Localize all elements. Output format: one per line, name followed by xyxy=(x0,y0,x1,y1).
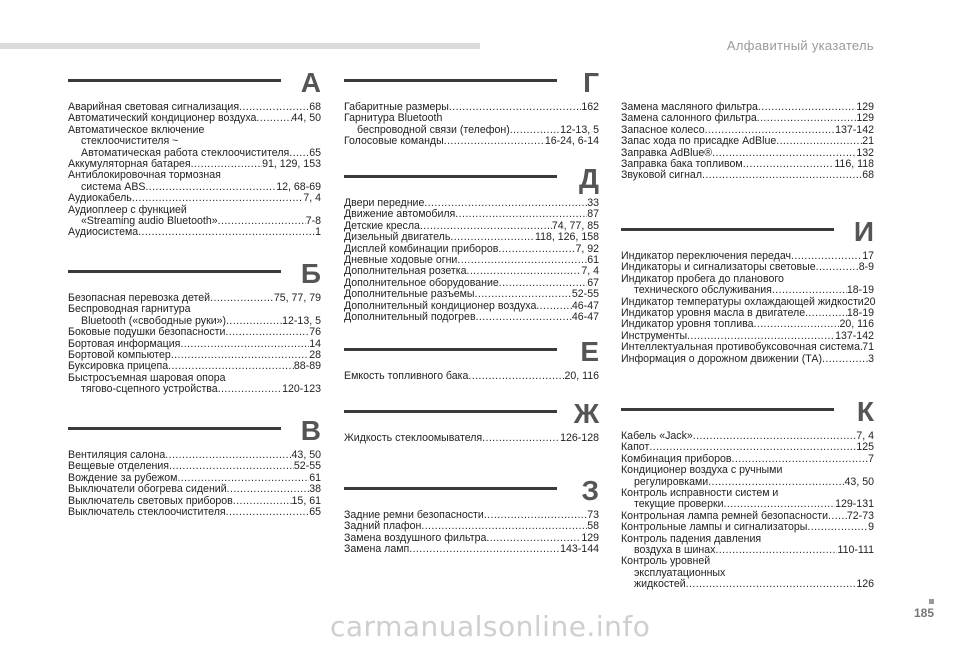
entry-label: Замена масляного фильтра xyxy=(621,101,758,113)
entry-pages[interactable]: 162 xyxy=(581,101,599,113)
entry-label: Капот xyxy=(621,441,650,454)
entry-label: технического обслуживания xyxy=(634,284,772,297)
entry-pages[interactable]: 72-73 xyxy=(846,509,874,522)
dot-leader xyxy=(180,339,309,350)
entry-pages[interactable]: 129 xyxy=(856,101,874,113)
dot-leader xyxy=(743,159,835,170)
entry-label: Автоматическое включение xyxy=(68,123,205,136)
entry-pages[interactable]: 68 xyxy=(862,169,874,182)
entry-label: Выключатель световых приборов xyxy=(68,494,233,507)
entry-label: текущие проверки xyxy=(634,498,724,511)
entry-pages[interactable]: 21 xyxy=(862,135,874,148)
dot-leader xyxy=(457,255,587,266)
index-entry[interactable] xyxy=(621,465,874,476)
entry-pages[interactable]: 76 xyxy=(309,326,321,339)
entry-label: Дневные ходовые огни xyxy=(344,254,458,267)
entry-pages[interactable]: 120-123 xyxy=(282,383,321,396)
entry-label: жидкостей xyxy=(634,578,686,591)
section-rule xyxy=(344,175,557,178)
entry-label: Кабель «Jack» xyxy=(621,430,693,442)
section-letter: Г xyxy=(583,67,599,98)
section-header xyxy=(344,475,599,510)
watermark: carmanualsonline.info xyxy=(330,610,651,643)
entry-label: Выключатель стеклоочистителя xyxy=(68,506,226,519)
entry-pages[interactable]: 65 xyxy=(309,506,321,519)
dot-leader xyxy=(169,461,294,472)
entry-label: Индикаторы и сигнализаторы световые xyxy=(621,261,816,274)
index-entry[interactable] xyxy=(621,354,874,365)
section-rule xyxy=(621,408,834,411)
entry-label: Дизельный двигатель xyxy=(344,231,451,244)
entry-pages[interactable]: 16-24, 6-14 xyxy=(544,135,599,148)
entry-pages[interactable]: 52-55 xyxy=(571,288,599,301)
entry-label: Заправка бака топливом xyxy=(621,158,743,171)
entry-pages[interactable]: 129 xyxy=(856,112,874,125)
entry-pages[interactable]: 126-128 xyxy=(560,432,599,444)
entry-label: Дополнительный подогрев xyxy=(344,311,476,324)
section-letter: Д xyxy=(579,163,599,194)
entry-pages[interactable]: 129 xyxy=(581,531,599,544)
entry-label: Задний плафон xyxy=(344,520,422,533)
dot-leader xyxy=(475,289,572,300)
section-header xyxy=(621,396,874,431)
dot-leader xyxy=(450,232,535,243)
entry-label: Индикатор уровня топлива xyxy=(621,318,754,331)
dot-leader xyxy=(498,244,575,255)
entry-label: Вентиляция салона xyxy=(68,449,166,461)
entry-label: Контроль падения давления xyxy=(621,532,762,545)
dot-leader xyxy=(218,216,306,227)
index-section xyxy=(68,258,321,396)
index-section xyxy=(621,396,874,591)
index-entry[interactable] xyxy=(344,544,599,555)
index-entry[interactable] xyxy=(621,136,874,147)
entry-pages[interactable]: 75, 77, 79 xyxy=(273,292,321,304)
entry-label: Габаритные размеры xyxy=(344,101,449,113)
dot-leader xyxy=(715,545,837,556)
entry-label: Замена ламп xyxy=(344,543,410,556)
entry-pages[interactable]: 129-131 xyxy=(835,498,874,511)
section-header xyxy=(621,216,874,251)
entry-pages[interactable]: 18-19 xyxy=(846,307,874,320)
section-header xyxy=(344,163,599,198)
entry-pages[interactable]: 3 xyxy=(868,352,874,365)
index-entry[interactable] xyxy=(344,289,599,300)
entry-label: Вещевые отделения xyxy=(68,460,169,473)
entry-label: Аудиокабель xyxy=(68,192,132,205)
entry-label: Дополнительный кондиционер воздуха xyxy=(344,299,537,312)
entry-label: Дополнительные разъемы xyxy=(344,288,475,301)
section-rule xyxy=(68,270,281,273)
entry-label: Буксировка прицепа xyxy=(68,360,169,373)
entry-pages[interactable]: 116, 118 xyxy=(834,158,874,171)
index-entry[interactable] xyxy=(68,136,321,147)
entry-pages[interactable]: 143-144 xyxy=(560,543,599,556)
entry-pages[interactable]: 20 xyxy=(863,295,876,308)
entry-label: система ABS xyxy=(81,180,146,193)
dot-leader xyxy=(772,285,847,296)
dot-leader xyxy=(816,262,859,273)
entry-pages[interactable]: 137-142 xyxy=(835,123,874,136)
entry-label: Аварийная световая сигнализация xyxy=(68,101,240,113)
entry-label: Двери передние xyxy=(344,197,425,209)
entry-pages[interactable]: 43, 50 xyxy=(291,449,321,461)
entry-label: Аудиосистема xyxy=(68,226,139,239)
dot-leader xyxy=(256,113,291,124)
entry-label: Бортовой компьютер xyxy=(68,349,171,362)
dot-leader xyxy=(138,227,315,238)
entry-label: Дополнительная розетка xyxy=(344,265,467,278)
entry-label: Дисплей комбинации приборов xyxy=(344,242,499,255)
section-letter: А xyxy=(300,67,321,98)
index-section xyxy=(344,163,599,324)
entry-pages[interactable]: 20, 116 xyxy=(564,370,599,382)
index-entry[interactable] xyxy=(344,433,599,444)
entry-pages[interactable]: 9 xyxy=(868,521,874,534)
dot-leader xyxy=(686,579,857,590)
entry-pages[interactable]: 44, 50 xyxy=(291,112,321,125)
entry-pages[interactable]: 125 xyxy=(856,441,874,454)
entry-label: Задние ремни безопасности xyxy=(344,509,484,521)
entry-pages[interactable]: 43, 50 xyxy=(844,475,874,488)
entry-label: Автоматический кондиционер воздуха xyxy=(68,112,257,125)
dot-leader xyxy=(476,312,572,323)
section-letter: Ж xyxy=(573,398,599,429)
index-entry[interactable] xyxy=(68,484,321,495)
index-section xyxy=(621,102,874,182)
entry-label: Антиблокировочная тормозная xyxy=(68,169,221,182)
entry-label: Контроль исправности систем и xyxy=(621,487,779,500)
section-rule xyxy=(344,348,557,351)
entry-label: эксплуатационных xyxy=(634,566,726,579)
entry-pages[interactable]: 110-111 xyxy=(837,544,874,557)
entry-label: Голосовые команды xyxy=(344,135,444,148)
entry-pages[interactable]: 88-89 xyxy=(293,360,321,373)
index-entry[interactable] xyxy=(621,285,874,296)
entry-pages[interactable]: 52-55 xyxy=(293,460,321,473)
section-header xyxy=(344,398,599,433)
page-bullet xyxy=(929,599,934,604)
entry-pages[interactable]: 7, 4 xyxy=(856,430,874,442)
section-rule xyxy=(344,79,557,82)
dot-leader xyxy=(225,327,309,338)
entry-pages[interactable]: 12, 68-69 xyxy=(276,180,321,193)
entry-label: Индикатор переключения передач xyxy=(621,250,792,262)
entry-pages[interactable]: 118, 126, 158 xyxy=(534,231,599,244)
section-rule xyxy=(344,410,557,413)
section-header xyxy=(68,415,321,450)
entry-pages[interactable]: 65 xyxy=(309,146,321,159)
section-header xyxy=(68,67,321,102)
index-section xyxy=(344,398,599,444)
index-entry[interactable] xyxy=(344,232,599,243)
dot-leader xyxy=(758,102,856,113)
entry-pages[interactable]: 67 xyxy=(587,276,599,289)
entry-pages[interactable]: 61 xyxy=(587,254,599,267)
entry-label: Детские кресла xyxy=(344,219,420,232)
entry-label: Безопасная перевозка детей xyxy=(68,292,211,304)
dot-leader xyxy=(776,136,862,147)
entry-pages[interactable]: 132 xyxy=(856,146,874,159)
entry-label: Бортовая информация xyxy=(68,337,181,350)
dot-leader xyxy=(807,522,868,533)
entry-pages[interactable]: 18-19 xyxy=(846,284,874,297)
entry-label: Быстросъемная шаровая опора xyxy=(68,371,226,384)
entry-label: Информация о дорожном движении (ТА) xyxy=(621,352,823,365)
entry-label: Автоматическая работа стеклоочистителя xyxy=(81,146,290,159)
entry-label: Инструменты xyxy=(621,329,688,342)
dot-leader xyxy=(227,484,310,495)
entry-label: Запасное колесо xyxy=(621,123,705,136)
dot-leader xyxy=(693,431,857,442)
entry-label: Bluetooth («свободные руки») xyxy=(81,314,227,327)
section-rule xyxy=(68,427,281,430)
entry-pages[interactable]: 7, 4 xyxy=(303,192,321,205)
entry-label: Емкость топливного бака xyxy=(344,370,469,382)
entry-label: Индикатор температуры охлаждающей жидкости xyxy=(621,295,864,308)
index-entry[interactable] xyxy=(621,579,874,590)
section-header xyxy=(344,336,599,371)
section-letter: З xyxy=(581,475,599,506)
dot-leader xyxy=(828,511,847,522)
index-entry[interactable] xyxy=(344,312,599,323)
entry-pages[interactable]: 8-9 xyxy=(858,261,874,274)
entry-pages[interactable]: 38 xyxy=(309,483,321,496)
entry-label: Боковые подушки безопасности xyxy=(68,326,226,339)
section-header xyxy=(68,258,321,293)
entry-label: тягово-сцепного устройства xyxy=(81,383,218,396)
section-rule xyxy=(621,228,834,231)
section-letter: К xyxy=(856,396,874,427)
entry-pages[interactable]: 46-47 xyxy=(571,311,599,324)
page-number: 185 xyxy=(913,606,934,620)
dot-leader xyxy=(702,170,862,181)
section-header xyxy=(344,67,599,102)
dot-leader xyxy=(165,450,291,461)
entry-label: Дополнительное оборудование xyxy=(344,276,499,289)
entry-label: воздуха в шинах xyxy=(634,544,716,557)
dot-leader xyxy=(233,496,292,507)
entry-pages[interactable]: 33 xyxy=(587,197,599,209)
dot-leader xyxy=(218,384,282,395)
entry-label: Контроль уровней xyxy=(621,555,711,568)
entry-pages[interactable]: 7, 4 xyxy=(581,265,599,278)
index-entry[interactable] xyxy=(68,327,321,338)
entry-label: Замена воздушного фильтра xyxy=(344,531,487,544)
entry-label: Движение автомобиля xyxy=(344,208,456,221)
header-bar xyxy=(0,43,480,49)
entry-pages[interactable]: 12-13, 5 xyxy=(560,123,599,136)
dot-leader xyxy=(145,182,276,193)
index-section xyxy=(68,415,321,519)
entry-label: Контрольная лампа ремней безопасности xyxy=(621,509,829,522)
entry-pages[interactable]: 7 xyxy=(868,452,874,465)
index-section xyxy=(68,67,321,239)
entry-pages[interactable]: 17 xyxy=(862,250,874,262)
dot-leader xyxy=(210,293,274,304)
entry-pages[interactable]: 61 xyxy=(309,471,321,484)
index-entry[interactable] xyxy=(621,170,874,181)
entry-label: Интеллектуальная противобуксовочная система xyxy=(621,341,860,354)
dot-leader xyxy=(484,510,587,521)
index-entry[interactable] xyxy=(621,431,874,442)
entry-label: Индикатор пробега до планового xyxy=(621,272,784,285)
index-entry[interactable] xyxy=(68,384,321,395)
entry-pages[interactable]: 137-142 xyxy=(835,329,874,342)
entry-label: Жидкость стеклоомывателя xyxy=(344,432,483,444)
dot-leader xyxy=(449,102,581,113)
entry-label: «Streaming audio Bluetooth» xyxy=(81,215,218,228)
entry-label: Выключатели обогрева сидений xyxy=(68,483,227,496)
entry-pages[interactable]: 20, 116 xyxy=(839,318,874,331)
entry-pages[interactable]: 91, 129, 153 xyxy=(262,158,321,171)
dot-leader xyxy=(468,371,564,382)
entry-pages[interactable]: 7, 92 xyxy=(575,242,599,255)
entry-label: Гарнитура Bluetooth xyxy=(344,112,443,125)
entry-label: Комбинация приборов xyxy=(621,452,732,465)
entry-pages[interactable]: 68 xyxy=(309,101,321,113)
dot-leader xyxy=(482,433,560,444)
section-letter: Б xyxy=(300,258,321,289)
entry-label: Аккумуляторная батарея xyxy=(68,158,191,171)
entry-pages[interactable]: 126 xyxy=(856,578,874,591)
entry-label: Заправка AdBlue® xyxy=(621,146,713,159)
entry-pages[interactable]: 15, 61 xyxy=(291,494,321,507)
index-entry[interactable] xyxy=(68,227,321,238)
entry-label: стеклоочистителя ~ xyxy=(81,135,179,148)
section-rule xyxy=(344,487,557,490)
entry-pages[interactable]: 12-13, 5 xyxy=(282,314,321,327)
section-letter: В xyxy=(300,415,321,446)
entry-label: Звуковой сигнал xyxy=(621,169,702,182)
index-entry[interactable] xyxy=(344,371,599,382)
index-entry[interactable] xyxy=(68,507,321,518)
dot-leader xyxy=(822,354,868,365)
entry-pages[interactable]: 71 xyxy=(862,341,874,354)
entry-label: Кондиционер воздуха с ручными xyxy=(621,464,783,477)
entry-pages[interactable]: 87 xyxy=(587,208,599,221)
section-letter: И xyxy=(853,216,874,247)
entry-pages[interactable]: 74, 77, 85 xyxy=(551,219,599,232)
entry-pages[interactable]: 58 xyxy=(587,520,599,533)
dot-leader xyxy=(444,136,545,147)
dot-leader xyxy=(226,507,310,518)
index-section xyxy=(344,336,599,382)
entry-pages[interactable]: 46-47 xyxy=(571,299,599,312)
index-section xyxy=(344,475,599,556)
section-rule xyxy=(68,79,281,82)
entry-label: Индикатор уровня масла в двигателе xyxy=(621,307,806,320)
section-letter: Е xyxy=(580,336,599,367)
entry-pages[interactable]: 1 xyxy=(315,226,321,239)
dot-leader xyxy=(226,316,282,327)
entry-label: Замена салонного фильтра xyxy=(621,112,757,125)
dot-leader xyxy=(171,350,309,361)
entry-label: беспроводной связи (телефон) xyxy=(357,123,510,136)
dot-leader xyxy=(536,301,572,312)
dot-leader xyxy=(754,319,840,330)
entry-label: Аудиоплеер с функцией xyxy=(68,203,187,216)
entry-label: регулировками xyxy=(634,475,709,488)
entry-label: Вождение за рубежом xyxy=(68,471,178,484)
entry-pages[interactable]: 28 xyxy=(309,349,321,362)
running-title: Алфавитный указатель xyxy=(726,38,874,53)
entry-label: Запас хода по присадке AdBlue xyxy=(621,135,777,148)
index-entry[interactable] xyxy=(344,136,599,147)
entry-label: Беспроводная гарнитура xyxy=(68,303,191,316)
index-section xyxy=(344,67,599,148)
index-section xyxy=(621,216,876,365)
entry-pages[interactable]: 14 xyxy=(309,337,321,350)
index-entry[interactable] xyxy=(621,342,874,353)
entry-pages[interactable]: 73 xyxy=(587,509,599,521)
entry-label: Контрольные лампы и сигнализаторы xyxy=(621,521,808,534)
dot-leader xyxy=(409,544,560,555)
entry-pages[interactable]: 7-8 xyxy=(305,215,321,228)
